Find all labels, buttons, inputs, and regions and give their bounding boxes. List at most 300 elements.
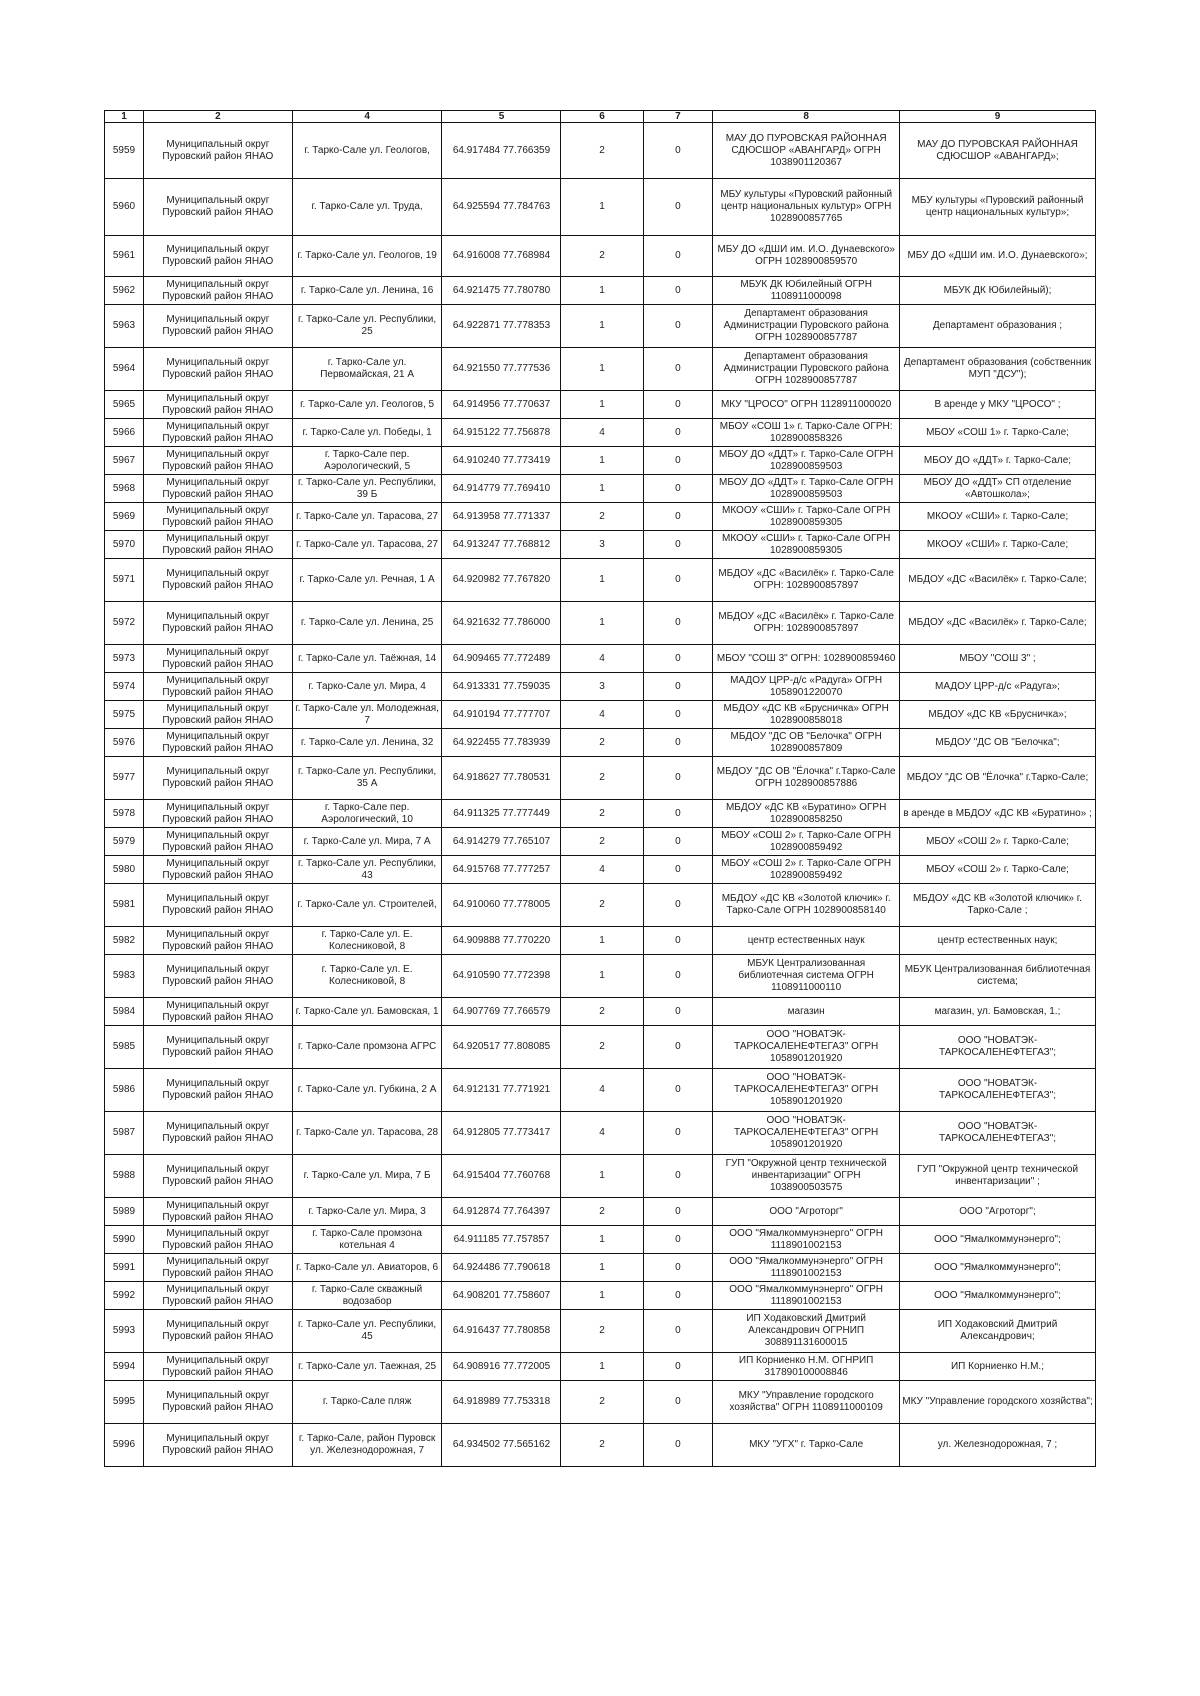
- coordinates-cell: 64.909465 77.772489: [442, 645, 561, 673]
- record-id-cell: 5978: [105, 800, 144, 828]
- municipality-cell: Муниципальный округ Пуровский район ЯНАО: [143, 1381, 292, 1424]
- col6-value-cell: 1: [561, 1353, 643, 1381]
- table-row: [105, 236, 1096, 277]
- col6-value-cell: 3: [561, 673, 643, 701]
- coordinates-cell: 64.915768 77.777257: [442, 856, 561, 884]
- owner-cell: МБОУ «СОШ 2» г. Тарко-Сале;: [900, 856, 1096, 884]
- municipality-cell: Муниципальный округ Пуровский район ЯНАО: [143, 1198, 292, 1226]
- organization-cell: МБДОУ «ДС КВ «Буратино» ОГРН 1028900858250: [713, 800, 900, 828]
- address-cell: г. Тарко-Сале ул. Е. Колесниковой, 8: [292, 927, 442, 955]
- organization-cell: МБДОУ "ДС ОВ "Ёлочка" г.Тарко-Сале ОГРН 1028900857886: [713, 757, 900, 800]
- municipality-cell: Муниципальный округ Пуровский район ЯНАО: [143, 419, 292, 447]
- col6-value-cell: 1: [561, 559, 643, 602]
- organization-cell: МБОУ ДО «ДДТ» г. Тарко-Сале ОГРН 1028900859503: [713, 475, 900, 503]
- address-cell: г. Тарко-Сале ул. Речная, 1 А: [292, 559, 442, 602]
- col7-value-cell: 0: [643, 701, 713, 729]
- address-cell: г. Тарко-Сале ул. Е. Колесниковой, 8: [292, 955, 442, 998]
- col6-value-cell: 4: [561, 856, 643, 884]
- col7-value-cell: 0: [643, 884, 713, 927]
- table-body: [105, 123, 1096, 1467]
- col6-value-cell: 2: [561, 1310, 643, 1353]
- coordinates-cell: 64.911325 77.777449: [442, 800, 561, 828]
- record-id-cell: 5986: [105, 1069, 144, 1112]
- organization-cell: МАДОУ ЦРР-д/с «Радуга» ОГРН 1058901220070: [713, 673, 900, 701]
- organization-cell: МБУК ДК Юбилейный ОГРН 1108911000098: [713, 277, 900, 305]
- owner-cell: МБДОУ «ДС «Василёк» г. Тарко-Сале;: [900, 602, 1096, 645]
- col-header-8: 8: [713, 111, 900, 123]
- owner-cell: ООО "Агроторг";: [900, 1198, 1096, 1226]
- coordinates-cell: 64.922871 77.778353: [442, 305, 561, 348]
- address-cell: г. Тарко-Сале ул. Тарасова, 27: [292, 503, 442, 531]
- municipality-cell: Муниципальный округ Пуровский район ЯНАО: [143, 757, 292, 800]
- organization-cell: ИП Корниенко Н.М. ОГНРИП 317890100008846: [713, 1353, 900, 1381]
- col-header-9: 9: [900, 111, 1096, 123]
- col6-value-cell: 2: [561, 1424, 643, 1467]
- table-row: [105, 123, 1096, 179]
- organization-cell: магазин: [713, 998, 900, 1026]
- organization-cell: МБОУ «СОШ 2» г. Тарко-Сале ОГРН 1028900859492: [713, 828, 900, 856]
- organization-cell: ООО "НОВАТЭК-ТАРКОСАЛЕНЕФТЕГАЗ" ОГРН 1058901201920: [713, 1026, 900, 1069]
- header-row: [105, 111, 1096, 123]
- table-row: [105, 1282, 1096, 1310]
- organization-cell: Департамент образования Администрации Пуровского района ОГРН 1028900857787: [713, 348, 900, 391]
- address-cell: г. Тарко-Сале ул. Таежная, 25: [292, 1353, 442, 1381]
- owner-cell: ООО "НОВАТЭК-ТАРКОСАЛЕНЕФТЕГАЗ";: [900, 1026, 1096, 1069]
- municipality-cell: Муниципальный округ Пуровский район ЯНАО: [143, 673, 292, 701]
- address-cell: г. Тарко-Сале пляж: [292, 1381, 442, 1424]
- col6-value-cell: 1: [561, 1226, 643, 1254]
- col6-value-cell: 1: [561, 179, 643, 236]
- col6-value-cell: 1: [561, 447, 643, 475]
- col6-value-cell: 1: [561, 348, 643, 391]
- owner-cell: в аренде в МБДОУ «ДС КВ «Буратино» ;: [900, 800, 1096, 828]
- table-row: [105, 729, 1096, 757]
- coordinates-cell: 64.921632 77.786000: [442, 602, 561, 645]
- owner-cell: МБОУ ДО «ДДТ» г. Тарко-Сале;: [900, 447, 1096, 475]
- table-row: [105, 828, 1096, 856]
- col7-value-cell: 0: [643, 955, 713, 998]
- table-row: [105, 757, 1096, 800]
- municipality-cell: Муниципальный округ Пуровский район ЯНАО: [143, 602, 292, 645]
- municipality-cell: Муниципальный округ Пуровский район ЯНАО: [143, 179, 292, 236]
- organization-cell: ООО "Ямалкоммунэнерго" ОГРН 1118901002153: [713, 1282, 900, 1310]
- municipality-cell: Муниципальный округ Пуровский район ЯНАО: [143, 531, 292, 559]
- table-row: [105, 277, 1096, 305]
- municipality-cell: Муниципальный округ Пуровский район ЯНАО: [143, 447, 292, 475]
- coordinates-cell: 64.915122 77.756878: [442, 419, 561, 447]
- col7-value-cell: 0: [643, 559, 713, 602]
- coordinates-cell: 64.910060 77.778005: [442, 884, 561, 927]
- coordinates-cell: 64.908201 77.758607: [442, 1282, 561, 1310]
- col7-value-cell: 0: [643, 998, 713, 1026]
- record-id-cell: 5993: [105, 1310, 144, 1353]
- col7-value-cell: 0: [643, 236, 713, 277]
- record-id-cell: 5973: [105, 645, 144, 673]
- owner-cell: МАДОУ ЦРР-д/с «Радуга»;: [900, 673, 1096, 701]
- organization-cell: МКУ "ЦРОСО" ОГРН 1128911000020: [713, 391, 900, 419]
- owner-cell: МБДОУ «ДС КВ «Брусничка»;: [900, 701, 1096, 729]
- record-id-cell: 5995: [105, 1381, 144, 1424]
- address-cell: г. Тарко-Сале промзона котельная 4: [292, 1226, 442, 1254]
- address-cell: г. Тарко-Сале ул. Геологов, 19: [292, 236, 442, 277]
- col6-value-cell: 3: [561, 531, 643, 559]
- col7-value-cell: 0: [643, 1353, 713, 1381]
- municipality-cell: Муниципальный округ Пуровский район ЯНАО: [143, 1112, 292, 1155]
- owner-cell: ГУП "Окружной центр технической инвентаризации" ;: [900, 1155, 1096, 1198]
- owner-cell: ул. Железнодорожная, 7 ;: [900, 1424, 1096, 1467]
- record-id-cell: 5982: [105, 927, 144, 955]
- address-cell: г. Тарко-Сале ул. Труда,: [292, 179, 442, 236]
- municipality-cell: Муниципальный округ Пуровский район ЯНАО: [143, 475, 292, 503]
- organization-cell: ООО "Агроторг": [713, 1198, 900, 1226]
- table-row: [105, 927, 1096, 955]
- coordinates-cell: 64.913331 77.759035: [442, 673, 561, 701]
- coordinates-cell: 64.907769 77.766579: [442, 998, 561, 1026]
- organization-cell: МКУ "Управление городского хозяйства" ОГРН 1108911000109: [713, 1381, 900, 1424]
- municipality-cell: Муниципальный округ Пуровский район ЯНАО: [143, 701, 292, 729]
- organization-cell: Департамент образования Администрации Пуровского района ОГРН 1028900857787: [713, 305, 900, 348]
- table-row: [105, 475, 1096, 503]
- municipality-cell: Муниципальный округ Пуровский район ЯНАО: [143, 828, 292, 856]
- municipality-cell: Муниципальный округ Пуровский район ЯНАО: [143, 1353, 292, 1381]
- municipality-cell: Муниципальный округ Пуровский район ЯНАО: [143, 1310, 292, 1353]
- table-row: [105, 884, 1096, 927]
- col6-value-cell: 2: [561, 729, 643, 757]
- coordinates-cell: 64.915404 77.760768: [442, 1155, 561, 1198]
- address-cell: г. Тарко-Сале ул. Мира, 7 Б: [292, 1155, 442, 1198]
- record-id-cell: 5972: [105, 602, 144, 645]
- col7-value-cell: 0: [643, 927, 713, 955]
- col6-value-cell: 1: [561, 1254, 643, 1282]
- municipality-cell: Муниципальный округ Пуровский район ЯНАО: [143, 1424, 292, 1467]
- owner-cell: центр естественных наук;: [900, 927, 1096, 955]
- owner-cell: МАУ ДО ПУРОВСКАЯ РАЙОННАЯ СДЮСШОР «АВАНГАРД»;: [900, 123, 1096, 179]
- organization-cell: ИП Ходаковский Дмитрий Александрович ОГРНИП 308891131600015: [713, 1310, 900, 1353]
- table-row: [105, 701, 1096, 729]
- record-id-cell: 5976: [105, 729, 144, 757]
- table-row: [105, 305, 1096, 348]
- col7-value-cell: 0: [643, 123, 713, 179]
- owner-cell: ИП Корниенко Н.М.;: [900, 1353, 1096, 1381]
- organization-cell: МБДОУ "ДС ОВ "Белочка" ОГРН 1028900857809: [713, 729, 900, 757]
- col6-value-cell: 1: [561, 602, 643, 645]
- address-cell: г. Тарко-Сале ул. Таёжная, 14: [292, 645, 442, 673]
- col7-value-cell: 0: [643, 800, 713, 828]
- owner-cell: МБУ культуры «Пуровский районный центр национальных культур»;: [900, 179, 1096, 236]
- municipality-cell: Муниципальный округ Пуровский район ЯНАО: [143, 123, 292, 179]
- col7-value-cell: 0: [643, 1226, 713, 1254]
- col6-value-cell: 4: [561, 1069, 643, 1112]
- address-cell: г. Тарко-Сале ул. Губкина, 2 А: [292, 1069, 442, 1112]
- table-row: [105, 1155, 1096, 1198]
- col7-value-cell: 0: [643, 1112, 713, 1155]
- col7-value-cell: 0: [643, 447, 713, 475]
- organization-cell: МБОУ ДО «ДДТ» г. Тарко-Сале ОГРН 1028900859503: [713, 447, 900, 475]
- organization-cell: МБОУ "СОШ 3" ОГРН: 1028900859460: [713, 645, 900, 673]
- col6-value-cell: 2: [561, 800, 643, 828]
- organization-cell: МБДОУ «ДС «Василёк» г. Тарко-Сале ОГРН: 1028900857897: [713, 559, 900, 602]
- col7-value-cell: 0: [643, 475, 713, 503]
- record-id-cell: 5985: [105, 1026, 144, 1069]
- owner-cell: ООО "Ямалкоммунэнерго";: [900, 1254, 1096, 1282]
- record-id-cell: 5963: [105, 305, 144, 348]
- address-cell: г. Тарко-Сале скважный водозабор: [292, 1282, 442, 1310]
- table-row: [105, 559, 1096, 602]
- coordinates-cell: 64.912874 77.764397: [442, 1198, 561, 1226]
- col6-value-cell: 2: [561, 123, 643, 179]
- record-id-cell: 5967: [105, 447, 144, 475]
- col6-value-cell: 2: [561, 998, 643, 1026]
- municipality-cell: Муниципальный округ Пуровский район ЯНАО: [143, 1226, 292, 1254]
- organization-cell: МБОУ «СОШ 2» г. Тарко-Сале ОГРН 1028900859492: [713, 856, 900, 884]
- address-cell: г. Тарко-Сале ул. Мира, 4: [292, 673, 442, 701]
- table-row: [105, 348, 1096, 391]
- coordinates-cell: 64.911185 77.757857: [442, 1226, 561, 1254]
- record-id-cell: 5988: [105, 1155, 144, 1198]
- coordinates-cell: 64.914779 77.769410: [442, 475, 561, 503]
- coordinates-cell: 64.920517 77.808085: [442, 1026, 561, 1069]
- registry-table: [104, 110, 1096, 1467]
- organization-cell: МБОУ «СОШ 1» г. Тарко-Сале ОГРН: 1028900858326: [713, 419, 900, 447]
- table-row: [105, 1226, 1096, 1254]
- municipality-cell: Муниципальный округ Пуровский район ЯНАО: [143, 236, 292, 277]
- table-row: [105, 1310, 1096, 1353]
- col7-value-cell: 0: [643, 419, 713, 447]
- col7-value-cell: 0: [643, 828, 713, 856]
- col6-value-cell: 4: [561, 645, 643, 673]
- municipality-cell: Муниципальный округ Пуровский район ЯНАО: [143, 645, 292, 673]
- coordinates-cell: 64.913247 77.768812: [442, 531, 561, 559]
- address-cell: г. Тарко-Сале ул. Победы, 1: [292, 419, 442, 447]
- col6-value-cell: 2: [561, 757, 643, 800]
- record-id-cell: 5975: [105, 701, 144, 729]
- owner-cell: МБОУ ДО «ДДТ» СП отделение «Автошкола»;: [900, 475, 1096, 503]
- owner-cell: ООО "НОВАТЭК-ТАРКОСАЛЕНЕФТЕГАЗ";: [900, 1112, 1096, 1155]
- organization-cell: МКУ "УГХ" г. Тарко-Сале: [713, 1424, 900, 1467]
- coordinates-cell: 64.918627 77.780531: [442, 757, 561, 800]
- col7-value-cell: 0: [643, 1069, 713, 1112]
- col6-value-cell: 1: [561, 277, 643, 305]
- owner-cell: В аренде у МКУ "ЦРОСО" ;: [900, 391, 1096, 419]
- col7-value-cell: 0: [643, 531, 713, 559]
- table-row: [105, 531, 1096, 559]
- municipality-cell: Муниципальный округ Пуровский район ЯНАО: [143, 348, 292, 391]
- coordinates-cell: 64.909888 77.770220: [442, 927, 561, 955]
- col7-value-cell: 0: [643, 1254, 713, 1282]
- owner-cell: Департамент образования ;: [900, 305, 1096, 348]
- address-cell: г. Тарко-Сале ул. Ленина, 32: [292, 729, 442, 757]
- organization-cell: МБУК Централизованная библиотечная система ОГРН 1108911000110: [713, 955, 900, 998]
- record-id-cell: 5959: [105, 123, 144, 179]
- organization-cell: ГУП "Окружной центр технической инвентаризации" ОГРН 1038900503575: [713, 1155, 900, 1198]
- col7-value-cell: 0: [643, 503, 713, 531]
- address-cell: г. Тарко-Сале пер. Аэрологический, 5: [292, 447, 442, 475]
- record-id-cell: 5979: [105, 828, 144, 856]
- table-row: [105, 1424, 1096, 1467]
- record-id-cell: 5969: [105, 503, 144, 531]
- organization-cell: МБДОУ «ДС КВ «Брусничка» ОГРН 1028900858018: [713, 701, 900, 729]
- col7-value-cell: 0: [643, 1310, 713, 1353]
- col-header-1: 1: [105, 111, 144, 123]
- col-header-6: 6: [561, 111, 643, 123]
- owner-cell: МБДОУ «ДС КВ «Золотой ключик» г. Тарко-Сале ;: [900, 884, 1096, 927]
- municipality-cell: Муниципальный округ Пуровский район ЯНАО: [143, 955, 292, 998]
- col6-value-cell: 2: [561, 1381, 643, 1424]
- record-id-cell: 5977: [105, 757, 144, 800]
- table-row: [105, 955, 1096, 998]
- address-cell: г. Тарко-Сале ул. Республики, 25: [292, 305, 442, 348]
- coordinates-cell: 64.921550 77.777536: [442, 348, 561, 391]
- owner-cell: магазин, ул. Бамовская, 1.;: [900, 998, 1096, 1026]
- record-id-cell: 5987: [105, 1112, 144, 1155]
- organization-cell: МАУ ДО ПУРОВСКАЯ РАЙОННАЯ СДЮСШОР «АВАНГАРД» ОГРН 1038901120367: [713, 123, 900, 179]
- coordinates-cell: 64.912131 77.771921: [442, 1069, 561, 1112]
- owner-cell: МБОУ "СОШ 3" ;: [900, 645, 1096, 673]
- organization-cell: ООО "НОВАТЭК-ТАРКОСАЛЕНЕФТЕГАЗ" ОГРН 1058901201920: [713, 1112, 900, 1155]
- table-row: [105, 602, 1096, 645]
- table-row: [105, 1112, 1096, 1155]
- record-id-cell: 5960: [105, 179, 144, 236]
- owner-cell: ООО "Ямалкоммунэнерго";: [900, 1226, 1096, 1254]
- col6-value-cell: 1: [561, 927, 643, 955]
- col6-value-cell: 1: [561, 305, 643, 348]
- col7-value-cell: 0: [643, 673, 713, 701]
- organization-cell: центр естественных наук: [713, 927, 900, 955]
- owner-cell: ООО "Ямалкоммунэнерго";: [900, 1282, 1096, 1310]
- table-row: [105, 645, 1096, 673]
- col-header-2: 2: [143, 111, 292, 123]
- municipality-cell: Муниципальный округ Пуровский район ЯНАО: [143, 305, 292, 348]
- col6-value-cell: 4: [561, 1112, 643, 1155]
- coordinates-cell: 64.920982 77.767820: [442, 559, 561, 602]
- record-id-cell: 5992: [105, 1282, 144, 1310]
- col6-value-cell: 1: [561, 1282, 643, 1310]
- record-id-cell: 5990: [105, 1226, 144, 1254]
- coordinates-cell: 64.910240 77.773419: [442, 447, 561, 475]
- address-cell: г. Тарко-Сале ул. Тарасова, 27: [292, 531, 442, 559]
- col6-value-cell: 2: [561, 236, 643, 277]
- organization-cell: МКООУ «СШИ» г. Тарко-Сале ОГРН 1028900859305: [713, 531, 900, 559]
- table-row: [105, 419, 1096, 447]
- coordinates-cell: 64.910194 77.777707: [442, 701, 561, 729]
- col-header-5: 5: [442, 111, 561, 123]
- col6-value-cell: 2: [561, 828, 643, 856]
- table-row: [105, 1026, 1096, 1069]
- address-cell: г. Тарко-Сале ул. Республики, 39 Б: [292, 475, 442, 503]
- table-row: [105, 1381, 1096, 1424]
- col7-value-cell: 0: [643, 1381, 713, 1424]
- record-id-cell: 5971: [105, 559, 144, 602]
- owner-cell: МКООУ «СШИ» г. Тарко-Сале;: [900, 503, 1096, 531]
- coordinates-cell: 64.921475 77.780780: [442, 277, 561, 305]
- address-cell: г. Тарко-Сале ул. Мира, 3: [292, 1198, 442, 1226]
- table-row: [105, 179, 1096, 236]
- col7-value-cell: 0: [643, 305, 713, 348]
- address-cell: г. Тарко-Сале ул. Республики, 43: [292, 856, 442, 884]
- address-cell: г. Тарко-Сале ул. Молодежная, 7: [292, 701, 442, 729]
- address-cell: г. Тарко-Сале ул. Тарасова, 28: [292, 1112, 442, 1155]
- col6-value-cell: 1: [561, 475, 643, 503]
- owner-cell: ИП Ходаковский Дмитрий Александрович;: [900, 1310, 1096, 1353]
- coordinates-cell: 64.912805 77.773417: [442, 1112, 561, 1155]
- coordinates-cell: 64.916437 77.780858: [442, 1310, 561, 1353]
- col6-value-cell: 4: [561, 701, 643, 729]
- col6-value-cell: 2: [561, 503, 643, 531]
- address-cell: г. Тарко-Сале ул. Ленина, 16: [292, 277, 442, 305]
- col7-value-cell: 0: [643, 1282, 713, 1310]
- table-row: [105, 1353, 1096, 1381]
- record-id-cell: 5994: [105, 1353, 144, 1381]
- col7-value-cell: 0: [643, 1026, 713, 1069]
- owner-cell: Департамент образования (собственник МУП "ДСУ");: [900, 348, 1096, 391]
- municipality-cell: Муниципальный округ Пуровский район ЯНАО: [143, 800, 292, 828]
- col7-value-cell: 0: [643, 1198, 713, 1226]
- owner-cell: МБУК ДК Юбилейный);: [900, 277, 1096, 305]
- col7-value-cell: 0: [643, 348, 713, 391]
- organization-cell: ООО "Ямалкоммунэнерго" ОГРН 1118901002153: [713, 1254, 900, 1282]
- organization-cell: МБУ культуры «Пуровский районный центр национальных культур» ОГРН 1028900857765: [713, 179, 900, 236]
- municipality-cell: Муниципальный округ Пуровский район ЯНАО: [143, 277, 292, 305]
- municipality-cell: Муниципальный округ Пуровский район ЯНАО: [143, 391, 292, 419]
- coordinates-cell: 64.934502 77.565162: [442, 1424, 561, 1467]
- col6-value-cell: 4: [561, 419, 643, 447]
- col7-value-cell: 0: [643, 645, 713, 673]
- address-cell: г. Тарко-Сале промзона АГРС: [292, 1026, 442, 1069]
- col-header-4: 4: [292, 111, 442, 123]
- owner-cell: МБУ ДО «ДШИ им. И.О. Дунаевского»;: [900, 236, 1096, 277]
- municipality-cell: Муниципальный округ Пуровский район ЯНАО: [143, 503, 292, 531]
- municipality-cell: Муниципальный округ Пуровский район ЯНАО: [143, 884, 292, 927]
- table-row: [105, 503, 1096, 531]
- table-row: [105, 800, 1096, 828]
- owner-cell: МКООУ «СШИ» г. Тарко-Сале;: [900, 531, 1096, 559]
- municipality-cell: Муниципальный округ Пуровский район ЯНАО: [143, 998, 292, 1026]
- organization-cell: МБДОУ «ДС «Василёк» г. Тарко-Сале ОГРН: 1028900857897: [713, 602, 900, 645]
- coordinates-cell: 64.918989 77.753318: [442, 1381, 561, 1424]
- municipality-cell: Муниципальный округ Пуровский район ЯНАО: [143, 1282, 292, 1310]
- organization-cell: МКООУ «СШИ» г. Тарко-Сале ОГРН 1028900859305: [713, 503, 900, 531]
- record-id-cell: 5966: [105, 419, 144, 447]
- col7-value-cell: 0: [643, 757, 713, 800]
- record-id-cell: 5965: [105, 391, 144, 419]
- col6-value-cell: 2: [561, 884, 643, 927]
- owner-cell: МКУ "Управление городского хозяйства";: [900, 1381, 1096, 1424]
- record-id-cell: 5991: [105, 1254, 144, 1282]
- organization-cell: МБУ ДО «ДШИ им. И.О. Дунаевского» ОГРН 1028900859570: [713, 236, 900, 277]
- col6-value-cell: 1: [561, 1155, 643, 1198]
- col7-value-cell: 0: [643, 856, 713, 884]
- coordinates-cell: 64.910590 77.772398: [442, 955, 561, 998]
- municipality-cell: Муниципальный округ Пуровский район ЯНАО: [143, 1026, 292, 1069]
- table-row: [105, 391, 1096, 419]
- municipality-cell: Муниципальный округ Пуровский район ЯНАО: [143, 856, 292, 884]
- col6-value-cell: 2: [561, 1198, 643, 1226]
- address-cell: г. Тарко-Сале, район Пуровск ул. Железнодорожная, 7: [292, 1424, 442, 1467]
- coordinates-cell: 64.914279 77.765107: [442, 828, 561, 856]
- record-id-cell: 5981: [105, 884, 144, 927]
- address-cell: г. Тарко-Сале ул. Геологов,: [292, 123, 442, 179]
- address-cell: г. Тарко-Сале ул. Мира, 7 А: [292, 828, 442, 856]
- record-id-cell: 5989: [105, 1198, 144, 1226]
- coordinates-cell: 64.922455 77.783939: [442, 729, 561, 757]
- owner-cell: ООО "НОВАТЭК-ТАРКОСАЛЕНЕФТЕГАЗ";: [900, 1069, 1096, 1112]
- col6-value-cell: 1: [561, 391, 643, 419]
- coordinates-cell: 64.914956 77.770637: [442, 391, 561, 419]
- col-header-7: 7: [643, 111, 713, 123]
- address-cell: г. Тарко-Сале пер. Аэрологический, 10: [292, 800, 442, 828]
- coordinates-cell: 64.913958 77.771337: [442, 503, 561, 531]
- owner-cell: МБОУ «СОШ 2» г. Тарко-Сале;: [900, 828, 1096, 856]
